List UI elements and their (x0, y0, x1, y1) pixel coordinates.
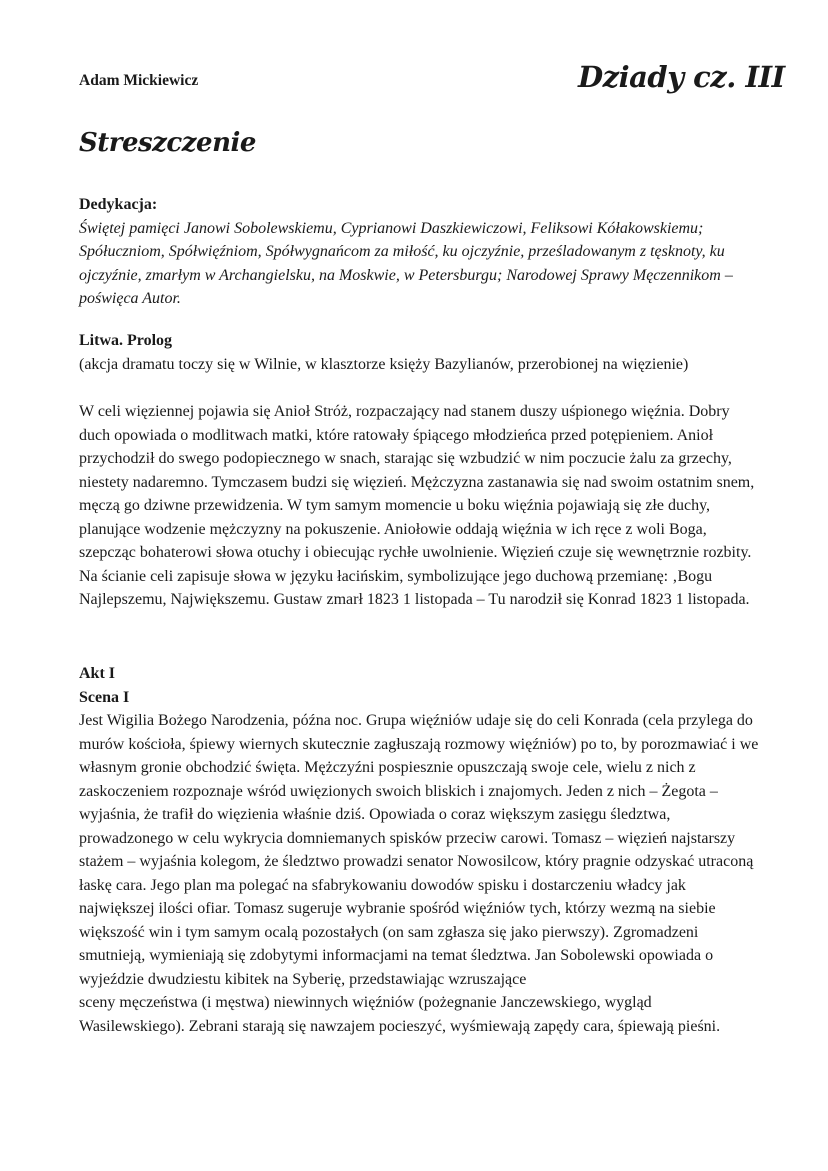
act1-scene-heading: Scena I (79, 688, 130, 706)
work-title: Dziady cz. III (578, 60, 785, 94)
prolog-subtitle: (akcja dramatu toczy się w Wilnie, w klasztorze księży Bazylianów, przerobionej na więzienie) (79, 355, 689, 373)
act1-paragraph: Jest Wigilia Bożego Narodzenia, późna noc. Grupa więźniów udaje się do celi Konrada (cela przylega do murów kościoła, śpiewy wiernych skutecznie zagłuszają rozmowy więźniów) po to, by porozmawiać i we własnym gronie obchodzić święta. Mężczyźni pospiesznie opuszczają swoje cele, wielu z nich z zaskoczeniem rozpoznaje wśród uwięzionych swoich bliskich i znajomych. Jeden z nich – Żegota – wyjaśnia, że trafił do więzienia właśnie dziś. Opowiada o coraz większym zasięgu śledztwa, prowadzonego w celu wykrycia domniemanych spisków przeciw carowi. Tomasz – więzień najstarszy stażem – wyjaśnia kolegom, że śledztwo prowadzi senator Nowosilcow, który pragnie odzyskać utraconą łaskę cara. Jego plan ma polegać na sfabrykowaniu dowodów spisku i dostarczeniu władcy jak największej ilości ofiar. Tomasz sugeruje wybranie spośród więźniów tych, którzy wezmą na siebie większość win i tym samym ocalą pozostałych (on sam zgłasza się jako pierwszy). Zgromadzeni smutnieją, wymieniają się zdobytymi informacjami na temat śledztwa. Jan Sobolewski opowiada o wyjeździe dwudziestu kibitek na Syberię, przedstawiając wzruszające (79, 712, 759, 988)
act1-section (79, 662, 759, 1038)
prolog-heading: Litwa. Prolog (79, 332, 173, 349)
prolog-section (79, 400, 759, 612)
prolog-paragraph: W celi więziennej pojawia się Anioł Stróż, rozpaczający nad stanem duszy uśpionego więźnia. Dobry duch opowiada o modlitwach matki, które ratowały śpiącego młodzieńca przed potępieniem. Anioł przychodził do swego podopiecznego w snach, starając się wzbudzić w nim poczucie żalu za grzechy, niestety nadaremno. Tymczasem budzi się więzień. Mężczyzna zastanawia się nad swoim ostatnim snem, męczą go dziwne przewidzenia. W tym samym momencie u boku więźnia pojawiają się złe duchy, planujące wodzenie mężczyzny na pokuszenie. Aniołowie oddają więźnia w ich ręce z woli Boga, szepcząc bohaterowi słowa otuchy i obiecując rychłe uwolnienie. Więzień czuje się wewnętrznie rozbity. Na ścianie celi zapisuje słowa w języku łacińskim, symbolizujące jego duchową przemianę: ‚Bogu Najlepszemu, Największemu. Gustaw zmarł 1823 1 listopada – Tu narodził się Konrad 1823 1 listopada. (79, 403, 755, 608)
dedication-section (79, 193, 759, 311)
act1-heading: Akt I (79, 665, 116, 682)
section-title: Streszczenie (79, 128, 256, 158)
dedication-heading: Dedykacja: (79, 196, 158, 213)
author-name: Adam Mickiewicz (79, 72, 199, 89)
prolog-heading-section (79, 329, 759, 376)
act1-paragraph-continued: sceny męczeństwa (i męstwa) niewinnych więźniów (pożegnanie Janczewskiego, wygląd Wasilewskiego). Zebrani starają się nawzajem pocieszyć, wyśmiewają zapędy cara, śpiewają pieśni. (79, 994, 721, 1035)
dedication-text: Świętej pamięci Janowi Sobolewskiemu, Cyprianowi Daszkiewiczowi, Feliksowi Kółakowskiemu; Spółuczniom, Spółwięźniom, Spółwygnańcom za miłość, ku ojczyźnie, prześladowanym z tęsknoty, ku ojczyźnie, zmarłym w Archangielsku, na Moskwie, w Petersburgu; Narodowej Sprawy Męczennikom – poświęca Autor. (79, 219, 733, 307)
